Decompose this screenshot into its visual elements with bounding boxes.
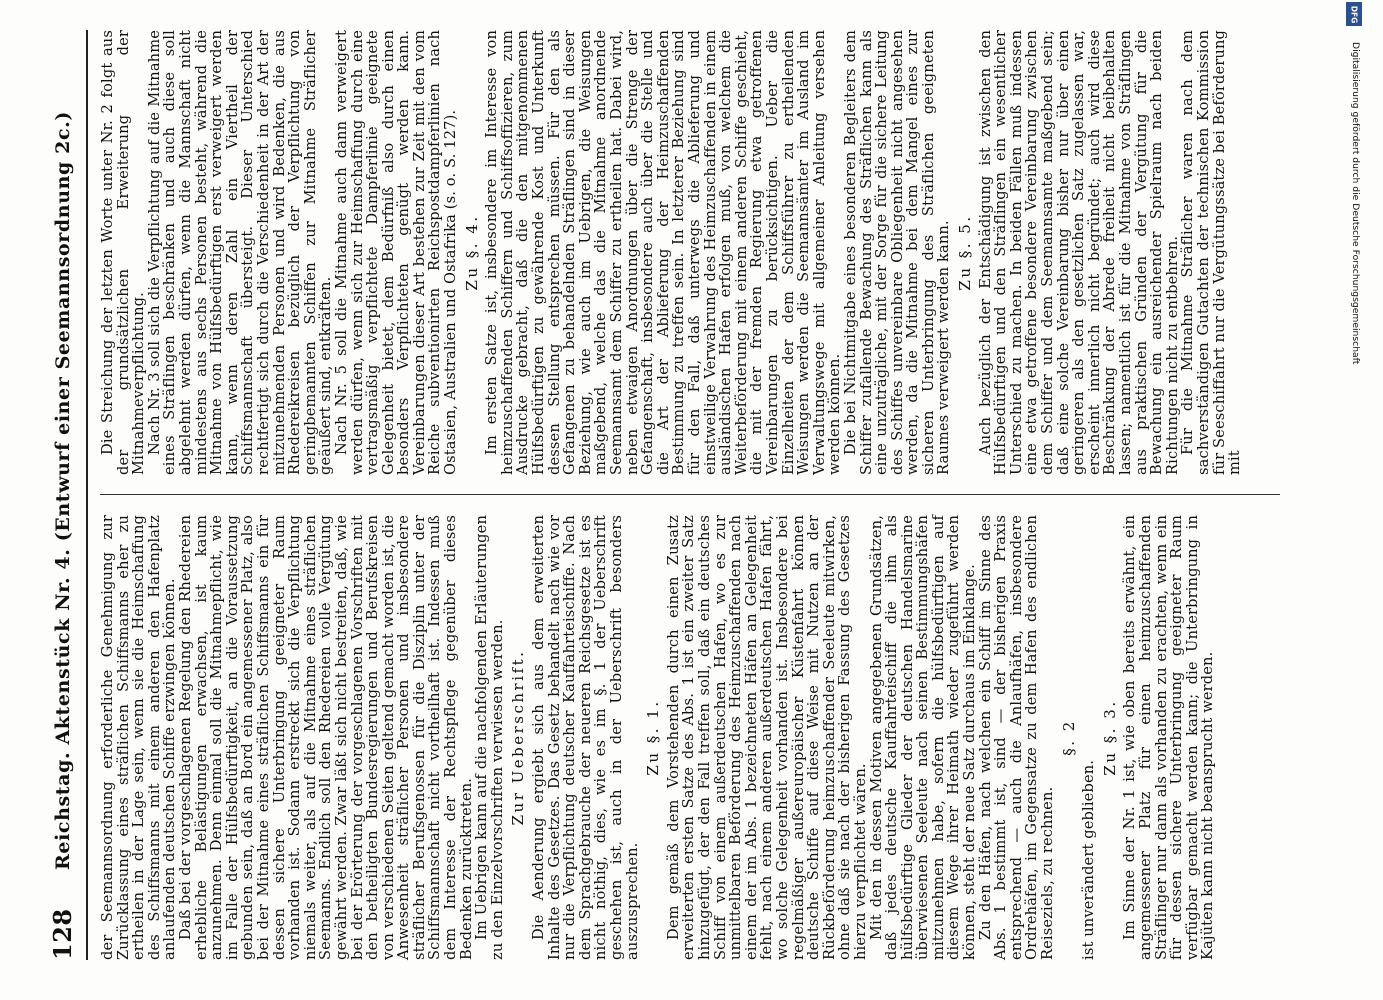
paragraph: Im ersten Satze ist, insbesondere im Interesse von heimzuschaffenden Schiffern und Schiffsoffizieren, zum Ausdrucke gebracht, daß die den mitgenommenen Hülfsbedürftigen zu gewährende Kost und Unterkunft dessen Stellung entsprechen müssen. Für den als Gefangenen zu behandelnden Sträflingen sind in dieser Beziehung, wie auch im Uebrigen, die Weisungen maßgebend, welche das die Mitnahme anordnende Seemannsamt dem Schiffer zu ertheilen hat. Dabei wird, neben etwaigen Anordnungen über die Strenge der Gefangenschaft, insbesondere auch über die Stelle und die Art der Ablieferung der Heimzuschaffenden Bestimmung zu treffen sein. In letzterer Beziehung sind für den Fall, daß unterwegs die Ablieferung und einstweilige Verwahrung des Heimzuschaffenden in einem ausländischen Hafen erfolgen muß, von welchem die Weiterbeförderung mit einem anderen Schiffe geschieht, die mit der fremden Regierung etwa getroffenen Vereinbarungen zu berücksichtigen. Ueber die Einzelheiten der dem Schiffsführer zu ertheilenden Weisungen werden die Seemannsämter im Ausland im Verwaltungswege mit allgemeiner Anleitung versehen werden können.	[483, 30, 844, 475]
dfg-logo-text: DFG	[1349, 5, 1359, 23]
paragraph: ist unverändert geblieben.	[1080, 759, 1098, 960]
section-heading: Zur Ueberschrift.	[509, 649, 528, 826]
page-number: 128	[48, 908, 77, 960]
section-heading: §. 2	[1059, 719, 1078, 756]
paragraph: Zu den Häfen, nach welchen ein Schiff im Sinne des Abs. 1 bestimmt ist, sind — der bisherigen Praxis entsprechend — auch die Anlaufhäfen, insbesondere Ordrehäfen, im Gegensatze zu dem Hafen des endlichen Reiseziels, zu rechnen.	[976, 515, 1057, 960]
paragraph: Dem gemäß dem Vorstehenden durch einen Zusatz erweiterten ersten Satze des Abs. 1 ist ein zweiter Satz hinzugefügt, der den Fall treffen soll, daß ein deutsches Schiff von einem außerdeutschen Hafen, wo es zur unmittelbaren Beförderung des Heimzuschaffenden nach einem der im Abs. 1 bezeichneten Häfen an Gelegenheit fehlt, nach einem anderen außerdeutschen Hafen fährt, wo solche Gelegenheit vorhanden ist. Insbesondere bei regelmäßiger außereuropäischer Küstenfahrt können deutsche Schiffe auf diese Weise mit Nutzen an der Rückbeförderung heimzuschaffender Seeleute mitwirken, ohne daß sie nach der bisherigen Fassung des Gesetzes hierzu verpflichtet wären.	[664, 515, 869, 960]
section-heading: Zu §. 1.	[644, 699, 663, 776]
paragraph: Mit den in dessen Motiven angegebenen Grundsätzen, daß jedes deutsche Kauffahrteischiff die ihm als hülfsbedürftige Glieder der deutschen Handelsmarine überwiesenen Seeleute nach seinen Bestimmungshäfen mitzunehmen habe, sofern die hülfsbedürftigen auf diesem Wege ihrer Heimath wieder zugeführt werden können, steht der neue Satz durchaus im Einklange.	[867, 515, 979, 960]
page-header	[46, 30, 88, 960]
section-heading: Zu §. 4.	[462, 214, 481, 291]
page-title: Reichstag. Aktenstück Nr. 4. (Entwurf einer Seemannsordnung 2c.)	[52, 111, 74, 870]
paragraph: Die Streichung der letzten Worte unter Nr. 2 folgt aus der grundsätzlichen Erweiterung der Mitnahmeverpflichtung.	[99, 30, 148, 475]
paragraph: der Seemannsordnung erforderliche Genehmigung zur Zurücklassung eines sträflichen Schiffsmanns eher zu ertheilen in der Lage sein, wenn sie die Heimschaffung des Schiffsmanns mit einem anderen den Hafenplatz anlaufenden deutschen Schiffe erzwingen können.	[99, 515, 179, 960]
paragraph: Für die Mitnahme Sträflicher waren nach dem sachverständigen Gutachten der technischen Kommission für Seeschiffahrt nur die Vergütungssätze bei Beförderung mit	[1179, 29, 1244, 475]
digitization-credit	[1343, 12, 1363, 392]
section-heading: Zu §. 3.	[1100, 699, 1119, 776]
paragraph: Im Sinne der Nr. 1 ist, wie oben bereits erwähnt, ein angemessener Platz für einen heimzuschaffenden Sträflinger nur dann als vorhanden zu erachten, wenn ein für dessen sichere Unterbringung geeigneter Raum verfügbar gemacht werden kann; die Unterbringung in Kajüten kann nicht beansprucht werden.	[1121, 515, 1217, 960]
credit-text: Digitalisierung gefördert durch die Deutsche Forschungsgemeinschaft	[1350, 42, 1361, 365]
left-column	[100, 515, 1280, 960]
paragraph: Die Aenderung ergiebt sich aus dem erweiterten Inhalte des Gesetzes. Das Gesetz behandelt nach wie vor nur die Verpflichtung deutscher Kauffahrteischiffe. Nach dem Sprachgebrauche der neueren Reichsgesetze ist es nicht nöthig, dies, wie es im §. 1 der Ueberschrift geschehen ist, auch in der Ueberschrift besonders auszusprechen.	[530, 515, 641, 960]
section-heading: Zu §. 5.	[956, 214, 975, 291]
column-divider	[100, 494, 1280, 495]
paragraph: Die bei Nichtmitgabe eines besonderen Begleiters dem Schiffer zufallende Bewachung des Sträflichen kann als eine unzuträgliche, mit der Sorge für die sichere Leitung des Schiffes unvereinbare Obliegenheit nicht angesehen werden, da die Mitnahme bei dem Mangel eines zur sicheren Unterbringung des Sträflichen geeigneten Raumes verweigert werden kann.	[841, 30, 953, 475]
paragraph: Nach Nr. 5 soll die Mitnahme auch dann verweigert werden dürfen, wenn sich zur Heimschaffung durch eine vertragsmäßig verpflichtete Dampferlinie geeignete Gelegenheit bietet, dem Bedürfniß also durch einen besonders Verpflichteten genügt werden kann. Vereinbarungen dieser Art bestehen zur Zeit mit den vom Reiche subventionirten Reichspostdampferlinien nach Ostasien, Australien und Ostafrika (s. o. S. 127).	[332, 30, 460, 475]
paragraph: Nach Nr. 3 soll sich die Verpflichtung auf die Mitnahme eines Sträflingen beschränken und auch diese soll abgelehnt werden dürfen, wenn die Mannschaft nicht mindestens aus sechs Personen besteht, während die Mitnahme von Hülfsbedürftigen erst verweigert werden kann, wenn deren Zahl ein Viertheil der Schiffsmannschaft übersteigt. Dieser Unterschied rechtfertigt sich durch die Verschiedenheit in der Art der mitzunehmenden Personen und wird Bedenken, die aus Rhedereikreisen bezüglich der Verpflichtung von geringbemannten Schiffen zur Mitnahme Sträflicher geäußert sind, entkräften.	[145, 30, 335, 475]
paragraph: Auch bezüglich der Entschädigung ist zwischen den Hülfsbedürftigen und den Sträflingen ein wesentlicher Unterschied zu machen. In beiden Fällen muß indessen eine etwa getroffene besondere Vereinbarung zwischen dem Schiffer und dem Seemannsamte maßgebend sein; daß eine solche Vereinbarung bisher nur über einen geringeren als den gesetzlichen Satz zugelassen war, erscheint innerlich nicht begründet; auch wird diese Beschränkung der Abrede freiheit nicht beibehalten lassen; namentlich ist für die Mitnahme von Sträflingen aus praktischen Gründen der Vergütung für die Bewachung ein ausreichender Spielraum nach beiden Richtungen nicht zu entbehren.	[976, 30, 1181, 475]
paragraph: Daß bei der vorgeschlagenen Regelung den Rhedereien erhebliche Belästigungen erwachsen, ist kaum anzunehmen. Denn einmal soll die Mitnahmepflicht, wie im Falle der Hülfsbedürftigkeit, an die Voraussetzung gebunden sein, daß an Bord ein angemessener Platz, also bei der Mitnahme eines sträflichen Schiffsmanns ein für dessen sichere Unterbringung geeigneter Raum vorhanden ist. Sodann erstreckt sich die Verpflichtung niemals weiter, als auf die Mitnahme eines sträflichen Seemanns. Endlich soll den Rhedereien volle Vergütung gewährt werden. Zwar läßt sich nicht bestreiten, daß, wie bei der Erörterung der vorgeschlagenen Vorschriften mit den betheiligten Bundesregierungen und Berufskreisen von verschiedenen Seiten geltend gemacht worden ist, die Anwesenheit sträflicher Personen und insbesondere sträflicher Berufsgenossen für die Disziplin unter der Schiffsmannschaft nicht vortheilhaft ist. Indessen muß dem Interesse der Rechtspflege gegenüber dieses Bedenken zurücktreten.	[176, 515, 475, 960]
right-column	[100, 30, 1280, 475]
paragraph: Im Uebrigen kann auf die nachfolgenden Erläuterungen zu den Einzelvorschriften verwiesen werden.	[473, 515, 506, 960]
